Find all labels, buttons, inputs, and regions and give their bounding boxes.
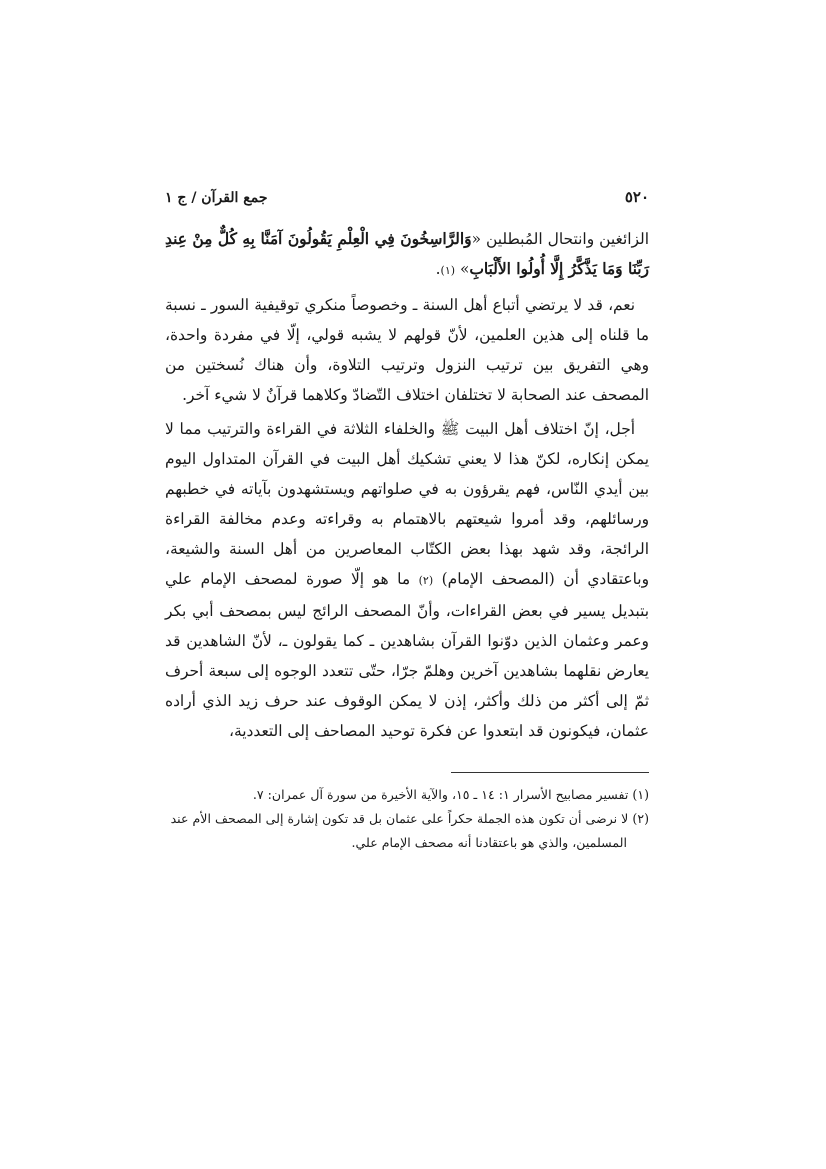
footnote-ref-2[interactable]: (٢)	[418, 574, 434, 587]
paragraph-3-part-b: ما هو إلّا صورة لمصحف الإمام علي بتبديل يسير في بعض القراءات، وأنّ المصحف الرائج ليس بمصحف أبي بكر وعمر وعثمان الذين دوّنوا القرآن بشاهدين ـ كما يقولون ـ، لأنّ الشاهدين قد يعارض نقلهما بشاهدين آخرين وهلمّ جرّا، حتّى تتعدد الوجوه إلى سبعة أحرف ثمّ إلى أكثر من ذلك وأكثر، إذن لا يمكن الوقوف عند حرف زيد الذي أراده عثمان، فيكونون قد ابتعدوا عن فكرة توحيد المصاحف إلى التعددية،	[165, 570, 649, 740]
book-page	[165, 188, 649, 855]
page-number: ٥٢٠	[624, 188, 649, 206]
running-title: جمع القرآن / ج ١	[165, 190, 268, 206]
footnote-1-text: تفسير مصابيح الأسرار ١: ١٤ ـ ١٥، والآية الأخيرة من سورة آل عمران: ٧.	[252, 787, 629, 802]
footnote-2-text: لا نرضى أن تكون هذه الجملة حكراً على عثمان بل قد تكون إشارة إلى المصحف الأم عند	[170, 811, 629, 826]
paragraph-3	[165, 414, 649, 746]
paragraph-1-end: .	[435, 260, 441, 278]
paragraph-1-suffix: »	[455, 260, 470, 278]
footnote-2-continuation: المسلمين، والذي هو باعتقادنا أنه مصحف الإمام علي.	[351, 835, 627, 850]
footnote-ref-1[interactable]: (١)	[440, 264, 456, 277]
paragraph-1	[165, 224, 649, 286]
footnote-1	[165, 783, 649, 807]
quran-verse: وَالرَّاسِخُونَ فِي الْعِلْمِ يَقُولُونَ آمَنَّا بِهِ كُلٌّ مِنْ عِندِ رَبِّنَا وَمَا يَذَّكَّرُ إِلَّا أُولُوا الأَلْبَابِ	[165, 230, 649, 278]
footnote-2	[165, 807, 649, 855]
footnote-1-number: (١)	[632, 787, 649, 802]
paragraph-3-part-a: أجل، إنّ اختلاف أهل البيت ﷺ والخلفاء الثلاثة في القراءة والترتيب مما لا يمكن إنكاره، لكنّ هذا لا يعني تشكيك أهل البيت في القرآن المتداول اليوم بين أيدي النّاس، فهم يقرؤون به في صلواتهم ويستشهدون بآياته في خطبهم ورسائلهم، وقد أمروا شيعتهم بالاهتمام به وقراءته وعدم مخالفة القراءة الرائجة، وقد شهد بهذا بعض الكتّاب المعاصرين من أهل السنة والشيعة، وباعتقادي أن (المصحف الإمام)	[165, 420, 649, 588]
page-header	[165, 188, 649, 214]
footnote-divider	[451, 772, 649, 773]
footnote-2-number: (٢)	[632, 811, 649, 826]
paragraph-2: نعم، قد لا يرتضي أتباع أهل السنة ـ وخصوصاً منكري توقيفية السور ـ نسبة ما قلناه إلى هذين العلمين، لأنّ قولهم لا يشبه قولي، إلّا في مفردة واحدة، وهي التفريق بين ترتيب النزول وترتيب التلاوة، وأن هناك نُسختين من المصحف عند الصحابة لا تختلفان اختلاف التّضادّ وكلاهما قرآنٌ لا شيء آخر.	[165, 296, 649, 404]
paragraph-1-prefix: الزائغين وانتحال المُبطلين «	[471, 230, 649, 248]
